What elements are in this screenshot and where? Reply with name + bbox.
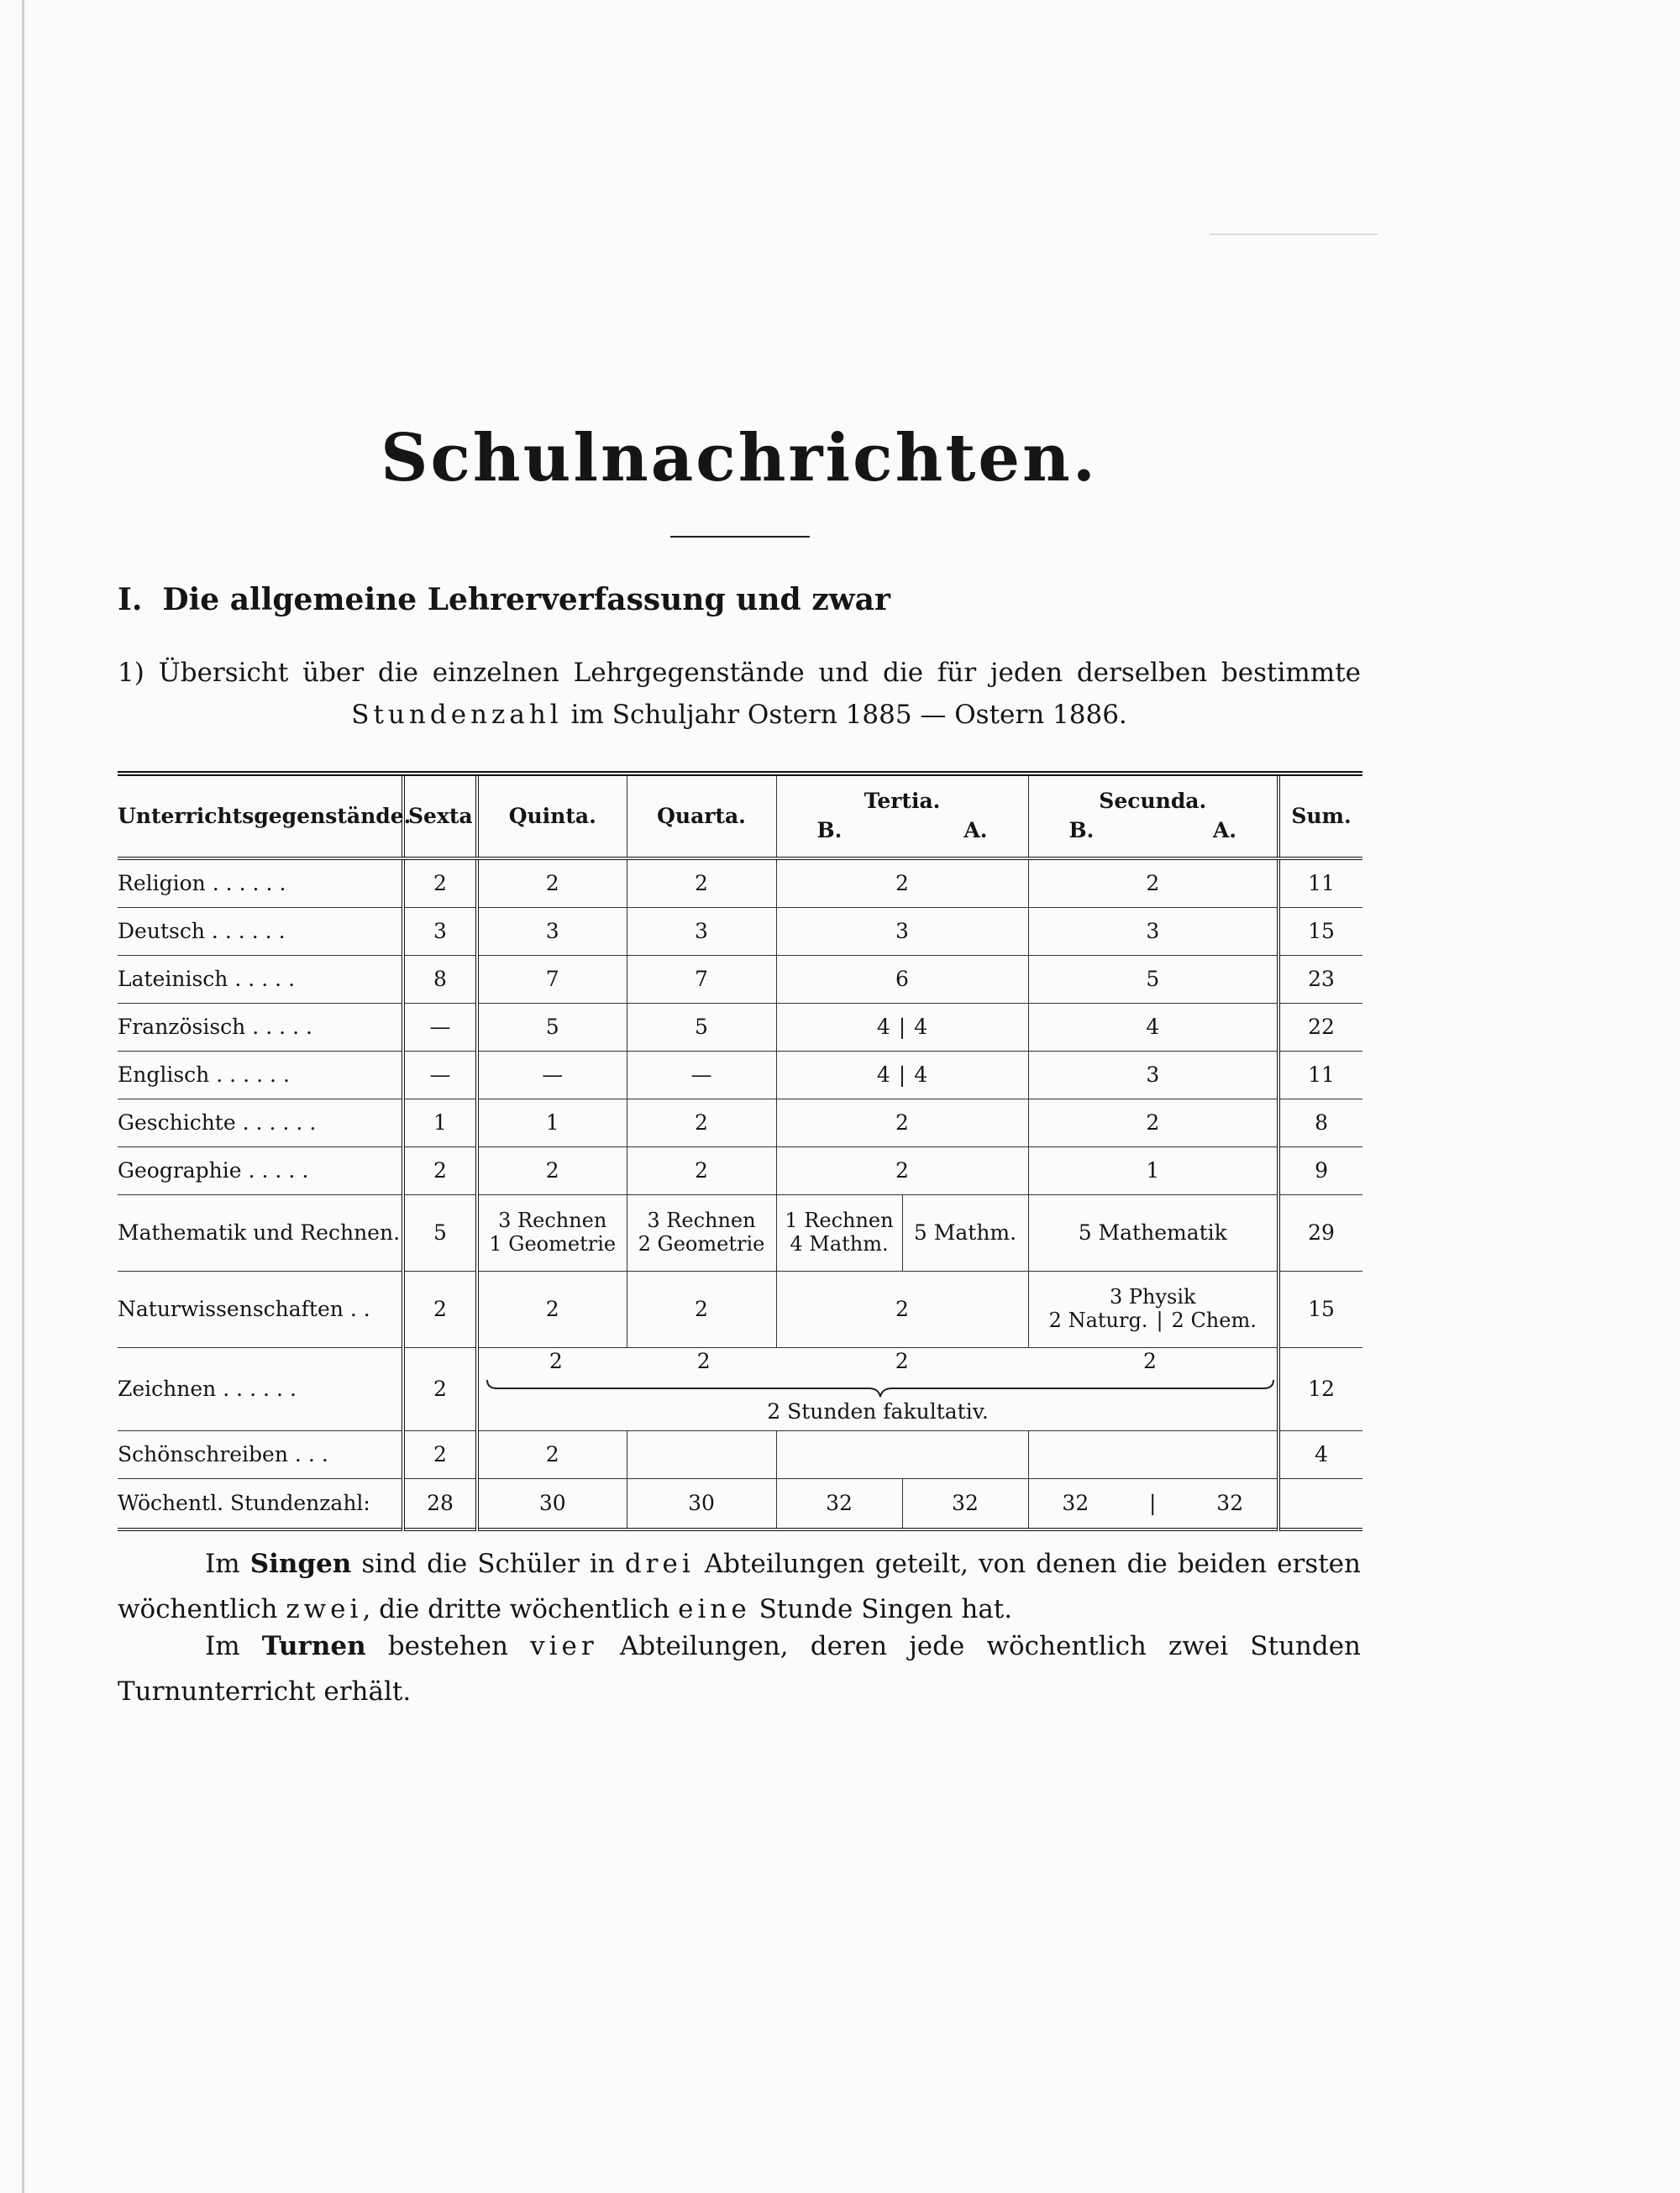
cell-sum: 15 bbox=[1278, 908, 1362, 956]
word-singen: Singen bbox=[249, 1549, 352, 1579]
header-secunda-label: Secunda. bbox=[1099, 789, 1207, 814]
subject-cell: Mathematik und Rechnen. bbox=[118, 1195, 403, 1272]
cell-secunda: 5 bbox=[1028, 956, 1278, 1004]
table-header-row bbox=[118, 774, 1362, 858]
cell-sum: 12 bbox=[1278, 1348, 1362, 1431]
header-tertia bbox=[776, 774, 1028, 858]
header-tertia-b: B. bbox=[816, 818, 843, 842]
header-subject: Unterrichtsgegenstände. bbox=[118, 774, 403, 858]
subject-cell: Religion ...... bbox=[118, 858, 403, 908]
table-row bbox=[118, 1431, 1362, 1479]
cell-quarta: 5 bbox=[627, 1004, 776, 1052]
cell-quinta: 2 bbox=[477, 1147, 627, 1195]
cell-quarta: 3 bbox=[627, 908, 776, 956]
cell-quinta: 2 bbox=[477, 858, 627, 908]
zeichnen-quinta: 2 bbox=[549, 1349, 563, 1373]
cell-tertia-a: 5 Mathm. bbox=[902, 1195, 1028, 1272]
header-tertia-label: Tertia. bbox=[864, 789, 941, 814]
table-row bbox=[118, 1099, 1362, 1147]
table-row bbox=[118, 1348, 1362, 1431]
cell-sexta: — bbox=[403, 1052, 477, 1099]
cell-sum: 4 bbox=[1278, 1431, 1362, 1479]
cell-quinta: 2 bbox=[477, 1272, 627, 1348]
subsection-title-line1: 1) Übersicht über die einzelnen Lehrgegenstände und die für jeden derselben bestimmte bbox=[118, 658, 1361, 688]
cell-sum: 22 bbox=[1278, 1004, 1362, 1052]
subject-cell: Englisch ...... bbox=[118, 1052, 403, 1099]
header-sum: Sum. bbox=[1278, 774, 1362, 858]
subsection-year-range: im Schuljahr Ostern 1885 — Ostern 1886. bbox=[570, 700, 1127, 730]
page-edge bbox=[22, 0, 24, 2193]
cell-secunda: 3 bbox=[1028, 1052, 1278, 1099]
lesson-plan-table bbox=[118, 771, 1362, 1531]
table-row-total bbox=[118, 1479, 1362, 1530]
word-turnen: Turnen bbox=[261, 1631, 366, 1661]
cell-secunda: 4 bbox=[1028, 1004, 1278, 1052]
zeichnen-tertia: 2 bbox=[895, 1349, 909, 1373]
subject-cell: Geographie ..... bbox=[118, 1147, 403, 1195]
cell-tertia: 6 bbox=[776, 956, 1028, 1004]
header-secunda-b: B. bbox=[1068, 818, 1095, 842]
cell-quarta: 7 bbox=[627, 956, 776, 1004]
cell-secunda: 5 Mathematik bbox=[1028, 1195, 1278, 1272]
cell-quarta: 2 bbox=[627, 1147, 776, 1195]
cell-tertia-b: 32 bbox=[776, 1479, 902, 1530]
cell-sexta: 28 bbox=[403, 1479, 477, 1530]
cell-sum: 23 bbox=[1278, 956, 1362, 1004]
cell-quinta: — bbox=[477, 1052, 627, 1099]
cell-secunda-split: 32 | 32 bbox=[1028, 1479, 1278, 1530]
cell-tertia: 2 bbox=[776, 1099, 1028, 1147]
cell-quinta: 30 bbox=[477, 1479, 627, 1530]
cell-sexta: 3 bbox=[403, 908, 477, 956]
cell-quinta: 2 bbox=[477, 1431, 627, 1479]
cell-sum bbox=[1278, 1479, 1362, 1530]
header-quarta: Quarta. bbox=[627, 774, 776, 858]
cell-quarta: 30 bbox=[627, 1479, 776, 1530]
cell-tertia-a: 32 bbox=[902, 1479, 1028, 1530]
paragraph-singen: Im Singen sind die Schüler in drei Abteilungen geteilt, von denen die beiden ersten wöchentlich zwei, die dritte wöchentlich eine Stunde Singen hat. bbox=[118, 1549, 1361, 1624]
cell-tertia bbox=[776, 1431, 1028, 1479]
subsection-stundenzahl: Stundenzahl bbox=[351, 700, 563, 730]
header-quinta: Quinta. bbox=[477, 774, 627, 858]
cell-quinta: 5 bbox=[477, 1004, 627, 1052]
cell-zeichnen-grouped bbox=[477, 1348, 1278, 1431]
table-row bbox=[118, 956, 1362, 1004]
cell-sum: 9 bbox=[1278, 1147, 1362, 1195]
cell-secunda bbox=[1028, 1431, 1278, 1479]
subject-cell: Schönschreiben ... bbox=[118, 1431, 403, 1479]
title-divider bbox=[670, 536, 810, 538]
cell-tertia-split: 4 | 4 bbox=[776, 1004, 1028, 1052]
cell-tertia: 2 bbox=[776, 858, 1028, 908]
table-row bbox=[118, 1147, 1362, 1195]
cell-secunda: 3 Physik 2 Naturg. | 2 Chem. bbox=[1028, 1272, 1278, 1348]
cell-quarta bbox=[627, 1431, 776, 1479]
subject-cell: Zeichnen ...... bbox=[118, 1348, 403, 1431]
table-row bbox=[118, 908, 1362, 956]
cell-sum: 8 bbox=[1278, 1099, 1362, 1147]
cell-tertia: 3 bbox=[776, 908, 1028, 956]
table-row bbox=[118, 1052, 1362, 1099]
section-heading-text: Die allgemeine Lehrerverfassung und zwar bbox=[162, 582, 890, 617]
cell-secunda: 3 bbox=[1028, 908, 1278, 956]
table-row bbox=[118, 1004, 1362, 1052]
cell-sexta: 1 bbox=[403, 1099, 477, 1147]
paragraph-turnen: Im Turnen bestehen vier Abteilungen, deren jede wöchentlich zwei Stunden Turnunterricht erhält. bbox=[118, 1631, 1362, 1707]
cell-tertia-split: 4 | 4 bbox=[776, 1052, 1028, 1099]
subject-cell: Naturwissenschaften .. bbox=[118, 1272, 403, 1348]
cell-secunda: 2 bbox=[1028, 1099, 1278, 1147]
cell-sexta: 2 bbox=[403, 1147, 477, 1195]
cell-quarta: 2 bbox=[627, 1099, 776, 1147]
cell-sum: 11 bbox=[1278, 1052, 1362, 1099]
cell-tertia: 2 bbox=[776, 1147, 1028, 1195]
section-number: I. bbox=[118, 582, 143, 617]
cell-quarta: — bbox=[627, 1052, 776, 1099]
cell-quarta: 2 bbox=[627, 858, 776, 908]
table-row bbox=[118, 1272, 1362, 1348]
header-tertia-a: A. bbox=[963, 818, 988, 842]
header-secunda-a: A. bbox=[1212, 818, 1237, 842]
cell-sexta: 2 bbox=[403, 858, 477, 908]
curly-brace-icon bbox=[486, 1378, 1275, 1398]
cell-quarta: 3 Rechnen 2 Geometrie bbox=[627, 1195, 776, 1272]
table-row bbox=[118, 1195, 1362, 1272]
header-secunda bbox=[1028, 774, 1278, 858]
bleed-through-decoration bbox=[1210, 233, 1378, 235]
header-sexta: Sexta bbox=[403, 774, 477, 858]
cell-secunda: 1 bbox=[1028, 1147, 1278, 1195]
cell-sexta: 8 bbox=[403, 956, 477, 1004]
cell-sum: 29 bbox=[1278, 1195, 1362, 1272]
zeichnen-secunda: 2 bbox=[1142, 1349, 1157, 1373]
zeichnen-fakultativ: 2 Stunden fakultativ. bbox=[767, 1399, 989, 1424]
page-title: Schulnachrichten. bbox=[381, 420, 1098, 496]
subject-cell: Geschichte ...... bbox=[118, 1099, 403, 1147]
cell-sum: 15 bbox=[1278, 1272, 1362, 1348]
cell-quinta: 7 bbox=[477, 956, 627, 1004]
subject-cell: Wöchentl. Stundenzahl: bbox=[118, 1479, 403, 1530]
cell-quinta: 1 bbox=[477, 1099, 627, 1147]
zeichnen-quarta: 2 bbox=[696, 1349, 711, 1373]
cell-tertia-b: 1 Rechnen 4 Mathm. bbox=[776, 1195, 902, 1272]
subject-cell: Deutsch ...... bbox=[118, 908, 403, 956]
cell-quinta: 3 Rechnen 1 Geometrie bbox=[477, 1195, 627, 1272]
cell-quinta: 3 bbox=[477, 908, 627, 956]
subject-cell: Lateinisch ..... bbox=[118, 956, 403, 1004]
section-heading bbox=[118, 582, 890, 617]
cell-sexta: 2 bbox=[403, 1272, 477, 1348]
subject-cell: Französisch ..... bbox=[118, 1004, 403, 1052]
cell-tertia: 2 bbox=[776, 1272, 1028, 1348]
cell-secunda: 2 bbox=[1028, 858, 1278, 908]
cell-sexta: — bbox=[403, 1004, 477, 1052]
cell-sexta: 2 bbox=[403, 1431, 477, 1479]
cell-sexta: 2 bbox=[403, 1348, 477, 1431]
cell-sexta: 5 bbox=[403, 1195, 477, 1272]
cell-quarta: 2 bbox=[627, 1272, 776, 1348]
subsection-title-line2 bbox=[0, 700, 1478, 730]
cell-sum: 11 bbox=[1278, 858, 1362, 908]
table-row bbox=[118, 858, 1362, 908]
